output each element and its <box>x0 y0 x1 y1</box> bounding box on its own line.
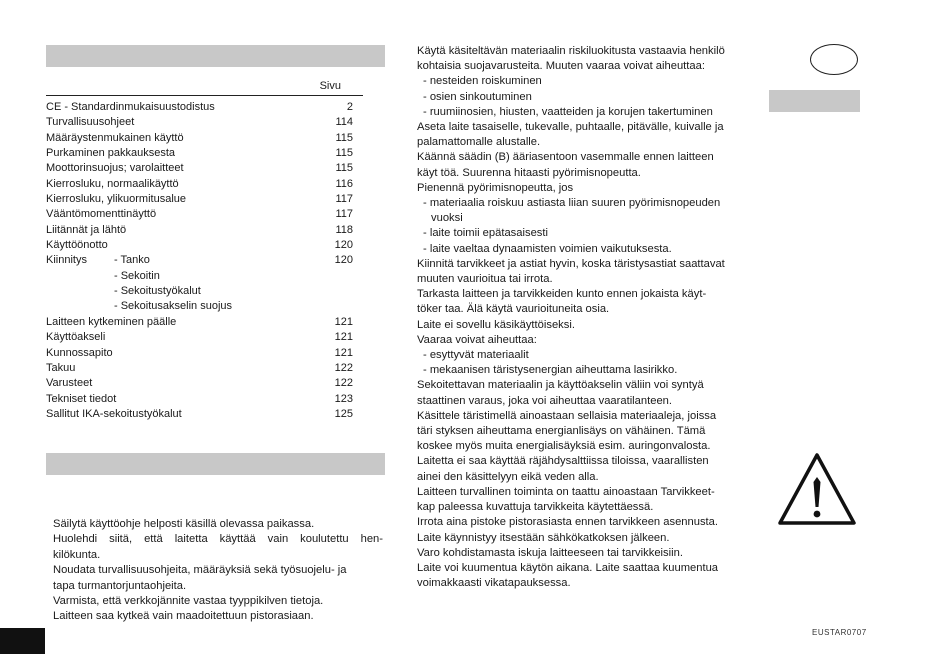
toc-label: Purkaminen pakkauksesta <box>46 147 176 160</box>
instruction-line: koskee myös muita energialisäyksiä esim. auringonvalosta. <box>417 440 711 453</box>
instruction-line: Pienennä pyörimisnopeutta, jos <box>417 181 574 194</box>
toc-page-number: 114 <box>335 116 353 129</box>
instruction-line: Käännä säädin (B) ääriasentoon vasemmalle ennen laitteen <box>417 151 714 164</box>
instruction-line: kap paleessa kuvattuja tarvikkeita käytettäessä. <box>417 501 654 514</box>
safety-line: Huolehdi siitä, että laitetta käyttää vain koulutettu hen- <box>53 533 383 546</box>
toc-page-number: 115 <box>335 147 353 160</box>
toc-label: Varusteet <box>46 377 93 390</box>
toc-row <box>46 100 353 115</box>
toc-sublabel: - Sekoitusakselin suojus <box>114 300 233 313</box>
language-oval <box>810 44 858 75</box>
instruction-line: Aseta laite tasaiselle, tukevalle, puhtaalle, pitävälle, kuivalle ja <box>417 121 724 134</box>
safety-instructions-left <box>53 517 383 625</box>
instruction-line: Varo kohdistamasta iskuja laitteeseen tai tarvikkeisiin. <box>417 546 683 559</box>
instruction-line: - nesteiden roiskuminen <box>423 75 542 88</box>
toc-page-number: 2 <box>346 101 353 113</box>
toc-sublabel: - Tanko <box>114 254 150 267</box>
safety-line: Varmista, että verkkojännite vastaa tyyppikilven tietoja. <box>53 595 324 608</box>
language-tab-bar <box>769 90 860 112</box>
safety-line: Säilytä käyttöohje helposti käsillä olevassa paikassa. <box>53 518 315 530</box>
toc-header <box>46 80 363 96</box>
instruction-line: Laitteen turvallinen toiminta on taattu ainoastaan Tarvikkeet- <box>417 485 715 498</box>
instruction-line: Käytä käsiteltävän materiaalin riskiluokitusta vastaavia henkilö <box>417 45 725 57</box>
toc-label: Laitteen kytkeminen päälle <box>46 315 177 328</box>
toc-row <box>46 131 353 146</box>
instruction-line: staattinen varaus, joka voi aiheuttaa vaaratilanteen. <box>417 394 672 407</box>
instruction-line: käyt töä. Suurenna hitaasti pyörimisnopeutta. <box>417 166 641 179</box>
safety-line: Noudata turvallisuusohjeita, määräyksiä sekä työsuojelu- ja <box>53 564 347 577</box>
toc-page-number: 121 <box>334 346 353 359</box>
toc-row <box>46 376 353 391</box>
toc-page-number: 125 <box>334 407 353 420</box>
toc-label: Takuu <box>46 361 76 374</box>
toc-row <box>46 146 353 161</box>
toc-page-number: 121 <box>334 331 353 344</box>
instruction-line: Sekoitettavan materiaalin ja käyttöakselin väliin voi syntyä <box>417 379 704 392</box>
instruction-line: voimakkaasti vikatapauksessa. <box>417 577 571 590</box>
instruction-line: Laite ei sovellu käsikäyttöiseksi. <box>417 318 575 331</box>
instruction-line: ainei den käsittelyyn eikä veden alla. <box>417 470 599 483</box>
toc-row <box>46 346 353 361</box>
toc-label: Määräystenmukainen käyttö <box>46 131 184 144</box>
toc-page-number: 116 <box>335 177 353 190</box>
toc-page-number: 118 <box>335 223 353 236</box>
instruction-line: - esyttyvät materiaalit <box>423 349 529 362</box>
instruction-line: Vaaraa voivat aiheuttaa: <box>417 333 537 346</box>
instruction-line: - ruumiinosien, hiusten, vaatteiden ja korujen takertuminen <box>423 105 713 118</box>
instruction-line: palamattomalle alustalle. <box>417 136 541 149</box>
toc-label: Tekniset tiedot <box>46 392 117 405</box>
instruction-line: töker taa. Älä käytä vaurioituneita osia. <box>417 303 610 316</box>
toc-label: Vääntömomenttinäyttö <box>46 208 157 221</box>
toc-row <box>46 330 353 345</box>
toc-page-number: 123 <box>334 392 353 405</box>
toc-label: Kiinnitys <box>46 254 87 267</box>
instruction-line: muuten vaurioitua tai irrota. <box>417 273 553 286</box>
toc-label: Moottorinsuojus; varolaitteet <box>46 162 184 175</box>
safety-heading-bar <box>46 453 385 475</box>
instruction-line: Tarkasta laitteen ja tarvikkeiden kunto ennen jokaista käyt- <box>417 288 707 301</box>
safety-line: kilökunta. <box>53 548 101 561</box>
toc-label: Kunnossapito <box>46 346 113 359</box>
toc-row <box>46 392 353 407</box>
toc-row <box>46 223 353 238</box>
toc-label: Kierrosluku, normaalikäyttö <box>46 177 179 190</box>
toc-row <box>46 284 353 299</box>
toc-page-number: 120 <box>334 239 353 252</box>
safety-instructions-right <box>417 44 747 591</box>
toc-row <box>46 253 353 268</box>
toc-page-number: 121 <box>334 315 353 328</box>
warning-triangle-icon <box>776 451 858 527</box>
instruction-line: Kiinnitä tarvikkeet ja astiat hyvin, koska täristysastiat saattavat <box>417 257 725 270</box>
toc-row <box>46 361 353 376</box>
toc-label: Käyttöakseli <box>46 331 106 344</box>
toc-label: Liitännät ja lähtö <box>46 223 127 236</box>
toc-row <box>46 177 353 192</box>
instruction-line: - laite vaeltaa dynaamisten voimien vaikutuksesta. <box>423 242 672 255</box>
toc-page-number: 122 <box>334 361 353 374</box>
toc-heading-bar <box>46 45 385 67</box>
toc-page-number: 117 <box>335 208 353 221</box>
toc-row <box>46 207 353 222</box>
toc-row <box>46 407 353 422</box>
toc-row <box>46 115 353 130</box>
document-code: EUSTAR0707 <box>812 628 867 637</box>
toc-row <box>46 315 353 330</box>
instruction-line: kohtaisia suojavarusteita. Muuten vaaraa voivat aiheuttaa: <box>417 60 705 73</box>
toc-page-header: Sivu <box>319 80 341 92</box>
toc-label: Käyttöönotto <box>46 239 108 252</box>
instruction-line: Laite voi kuumentua käytön aikana. Laite saattaa kuumentua <box>417 561 719 574</box>
toc-page-number: 120 <box>334 254 353 267</box>
page-corner-mark <box>0 628 45 654</box>
table-of-contents <box>46 100 353 422</box>
toc-label: Kierrosluku, ylikuormitusalue <box>46 193 186 206</box>
toc-row <box>46 238 353 253</box>
instruction-line: täri styksen aiheuttama energianlisäys on vähäinen. Tämä <box>417 425 706 438</box>
safety-line: Laitteen saa kytkeä vain maadoitettuun pistorasiaan. <box>53 610 314 623</box>
instruction-line: Laitetta ei saa käyttää räjähdysalttiissa tiloissa, vaarallisten <box>417 455 709 468</box>
instruction-line: - laite toimii epätasaisesti <box>423 227 548 240</box>
toc-sublabel: - Sekoitin <box>114 269 160 282</box>
instruction-line: vuoksi <box>431 212 463 225</box>
toc-page-number: 115 <box>335 131 353 144</box>
instruction-line: - materiaalia roiskuu astiasta liian suuren pyörimisnopeuden <box>423 197 721 210</box>
toc-label: Sallitut IKA-sekoitustyökalut <box>46 407 182 420</box>
instruction-line: Irrota aina pistoke pistorasiasta ennen tarvikkeen asennusta. <box>417 516 718 529</box>
toc-label: Turvallisuusohjeet <box>46 116 135 129</box>
toc-page-number: 115 <box>335 162 353 175</box>
toc-row <box>46 299 353 314</box>
toc-row <box>46 192 353 207</box>
instruction-line: - mekaanisen täristysenergian aiheuttama lasirikko. <box>423 364 678 377</box>
toc-row <box>46 269 353 284</box>
safety-line: tapa turmantorjuntaohjeita. <box>53 579 187 592</box>
toc-label: CE - Standardinmukaisuustodistus <box>46 101 215 113</box>
instruction-line: - osien sinkoutuminen <box>423 90 532 103</box>
toc-page-number: 122 <box>334 377 353 390</box>
instruction-line: Laite käynnistyy itsestään sähkökatkoksen jälkeen. <box>417 531 670 544</box>
toc-sublabel: - Sekoitustyökalut <box>114 285 201 298</box>
instruction-line: Käsittele täristimellä ainoastaan sellaisia materiaaleja, joissa <box>417 409 717 422</box>
toc-page-number: 117 <box>335 193 353 206</box>
toc-row <box>46 161 353 176</box>
